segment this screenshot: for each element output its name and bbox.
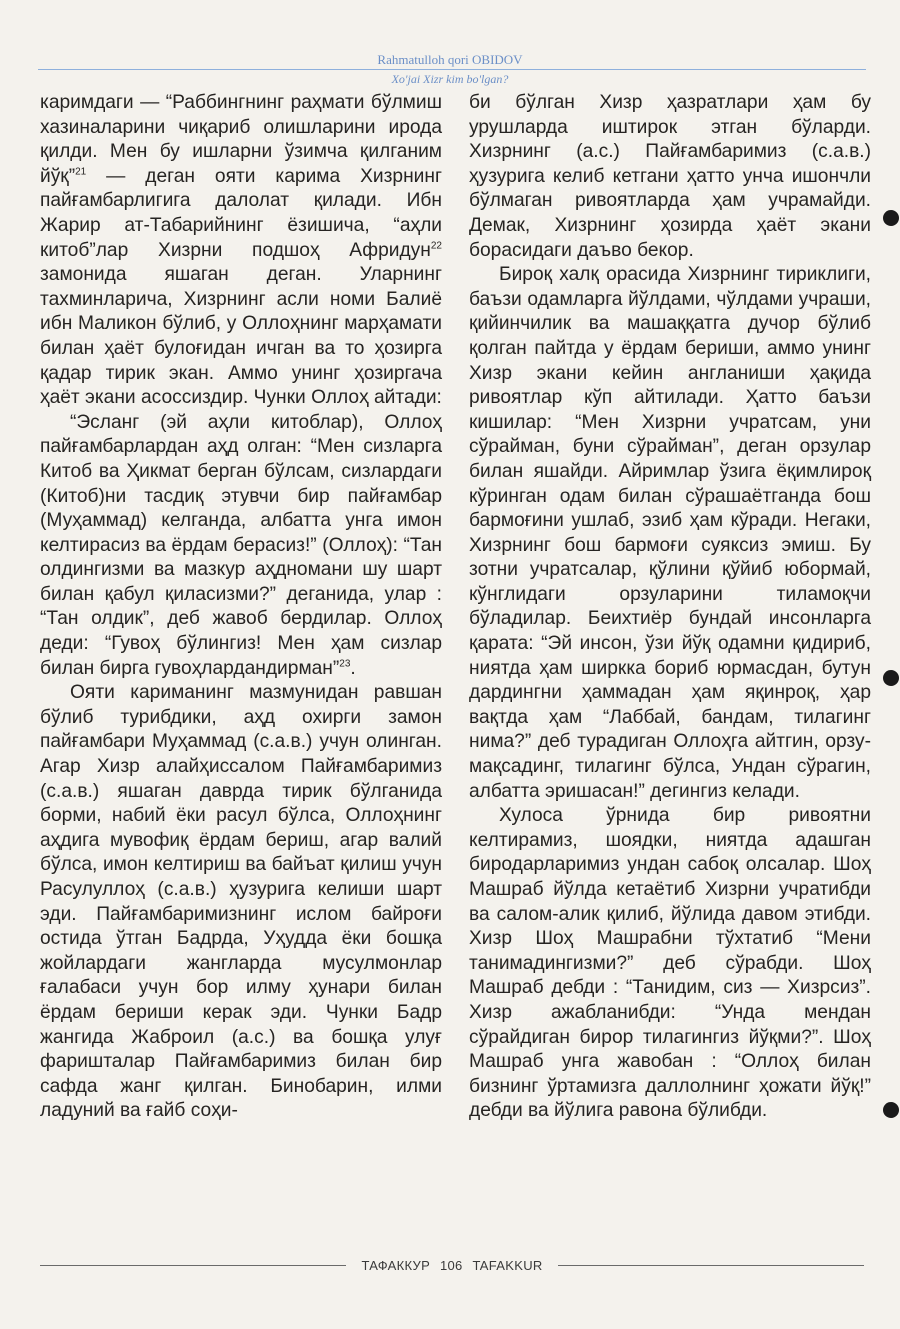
paragraph-3: Ояти кариманинг мазмунидан равшан бўлиб турибдики, аҳд охирги замон пайғамбари Муҳаммад (с.а.в.) учун олинган. Агар Хизр алайҳиссалом Пайғамбаримиз (с.а.в.) яшаган даврда тирик бўлганида борми, набий ёки расул бўлса, Оллоҳнинг аҳдига мувофиқ ёрдам бериш, агар валий бўлса, имон келтириш ва байъат қилиш учун Расулуллоҳ (с.а.в.) ҳузурига келиши шарт эди. Пайғамбаримизнинг ислом байроғи остида ўтган Бадрда, Уҳудда ёки бошқа жойлардаги жангларда мусулмонлар ғалабаси учун бор илму ҳунари билан ёрдам бериши керак эди. Чунки Бадр жангида Жаброил (а.с.) ва бошқа улуғ фаришталар Пайғамбаримиз билан бир сафда жанг қилган. Бинобарин, илми ладуний ва ғайб соҳи- bbox=[40, 682, 442, 1122]
page-footer bbox=[40, 1255, 864, 1275]
paragraph-4: би бўлган Хизр ҳазратлари ҳам бу урушларда иштирок этган бўларди. Хизрнинг (а.с.) Пайғамбаримиз (с.а.в.) ҳузурига келиб кетгани ҳатто унча ишончли бўлмаган ривоятларда ҳам учрамайди. Демак, Хизрнинг ҳозирда ҳаёт экани борасидаги даъво бекор. bbox=[469, 92, 871, 261]
binder-hole-icon bbox=[883, 1102, 899, 1118]
paragraph-5: Бироқ халқ орасида Хизрнинг тириклиги, баъзи одамларга йўлдами, чўлдами учраши, қийинчилик ва машаққатга дучор бўлиб қолган пайтда у ёрдам бериши, аммо унинг Хизр экани кейин англаниши ҳақида ривоятлар кўп айтилади. Ҳатто баъзи кишилар: “Мен Хизрни учратсам, уни сўрайман, буни сўрайман”, деган орзулар билан яшайди. Айримлар ўзига ёқимлироқ кўринган одам билан сўрашаётганда бош бармоғини ушлаб, эзиб ҳам кўради. Негаки, Хизрнинг бош бармоғи суяксиз эмиш. Бу зотни учратсалар, қўлини қўйиб юбормай, кўнглидаги орзуларини тиламоқчи бўладилар. Беихтиёр бундай инсонларга қарата: “Эй инсон, ўзи йўқ одамни қидириб, ниятда ҳам ширкка бориб юрмасдан, бутун дардингни ҳаммадан ҳам яқинроқ, ҳар вақтда ҳам “Лаббай, бандам, тилагинг нима?” деб турадиган Оллоҳга айтгин, орзу-мақсадинг, тилагинг бўлса, Ундан сўрагин, албатта эришасан!” дегингиз келади. bbox=[469, 264, 871, 802]
header-rule bbox=[38, 69, 866, 70]
journal-name-latin: TAFAKKUR bbox=[472, 1257, 543, 1273]
author-name: Rahmatulloh qori OBIDOV bbox=[377, 52, 523, 67]
folio bbox=[346, 1258, 557, 1273]
paragraph-6: Хулоса ўрнида бир ривоятни келтирамиз, шоядки, ниятда адашган биродарларимиз ундан сабоқ олсалар. Шоҳ Машраб йўлда кетаётиб Хизрни учратибди ва салом-алик қилиб, йўлида давом этибди. Хизр Шоҳ Машрабни тўхтатиб “Мени танимадингизми?” деб сўрабди. Шоҳ Машраб дебди : “Танидим, сиз — Хизрсиз”. Хизр ажабланибди: “Унда мендан сўрайдиган бирор тилагингиз йўқми?”. Шоҳ Машраб унга жавобан : “Оллоҳ билан бизнинг ўртамизга даллолнинг ҳожати йўқ!” дебди ва йўлига равона бўлибди. bbox=[469, 805, 871, 1122]
footnote-ref-23[interactable]: 23 bbox=[339, 658, 351, 670]
footer-rule-right bbox=[558, 1265, 864, 1266]
binder-hole-icon bbox=[883, 670, 899, 686]
paragraph-1: каримдаги — “Раббингнинг раҳмати бўлмиш хазиналарини чиқариб олишларини ирода қилди. Мен бу ишларни ўзимча қилганим йўқ”$^{21}$ — деган ояти карима Хизрнинг пайғамбарлигига далолат қилади. Ибн Жарир ат-Табарийнинг ёзишича, “аҳли китоб”лар Хизрни подшоҳ Афридун$^{22}$ замонида яшаган деган. Уларнинг тахминларича, Хизрнинг асли номи Балиё ибн Маликон бўлиб, у Оллоҳнинг марҳамати билан ҳаёт булоғидан ичган ва то ҳозирга қадар тирик экан. Аммо унинг ҳозиргача ҳаёт экани асоссиздир. Чунки Оллоҳ айтади: bbox=[40, 92, 442, 409]
page-number: 106 bbox=[440, 1257, 463, 1273]
paragraph-2: “Эсланг (эй аҳли китоблар), Оллоҳ пайғамбарлардан аҳд олган: “Мен сизларга Китоб ва Ҳикмат берган бўлсам, сизлардаги (Китоб)ни тасдиқ этувчи бир пайғамбар (Муҳаммад) келганда, албатта унга имон келтирасиз ва ёрдам берасиз!” (Оллоҳ): “Тан олдингизми ва мазкур аҳдномани шу шарт билан қабул қиласизми?” деганида, улар : “Тан олдик”, деб жавоб бердилар. Оллоҳ деди: “Гувоҳ бўлингиз! Мен ҳам сизлар билан бирга гувоҳлардандирман”$^{23}$. bbox=[40, 411, 442, 679]
footer-rule-left bbox=[40, 1265, 346, 1266]
binder-hole-icon bbox=[883, 210, 899, 226]
book-title: Xo'jai Xizr kim bo'lgan? bbox=[391, 72, 509, 86]
journal-name-cyrillic: ТАФАККУР bbox=[361, 1257, 431, 1273]
footnote-ref-21[interactable]: 21 bbox=[75, 166, 87, 178]
right-column bbox=[469, 91, 871, 1124]
footnote-ref-22[interactable]: 22 bbox=[430, 240, 442, 252]
left-column bbox=[40, 91, 442, 1124]
